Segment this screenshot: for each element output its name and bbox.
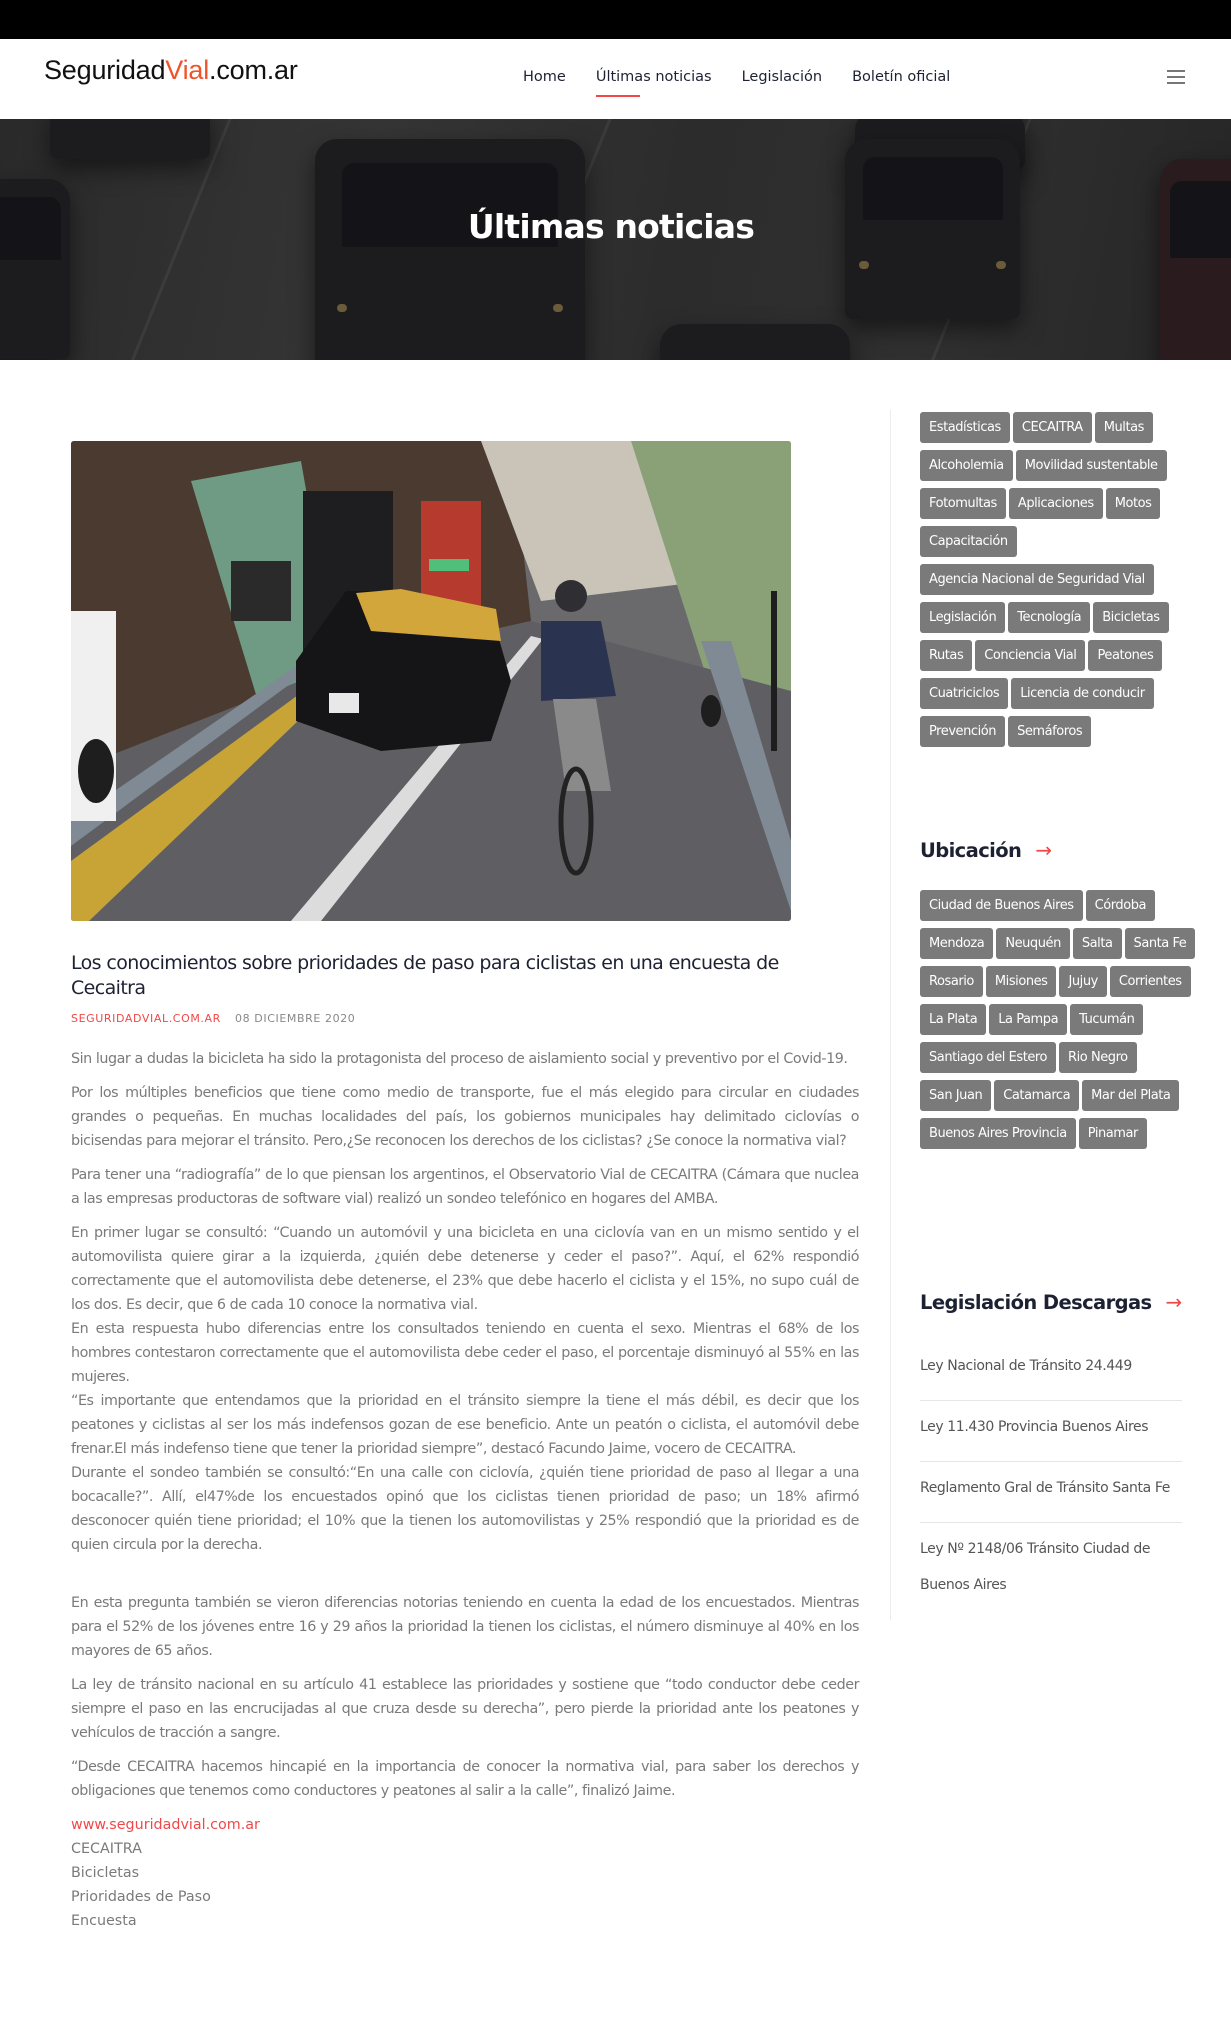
hero-title: Últimas noticias	[467, 207, 755, 246]
logo-text-vial: Vial	[165, 55, 210, 85]
location-title-text: Ubicación	[920, 838, 1022, 862]
location-tag-cloud	[920, 890, 1200, 1149]
hero-car-shape	[0, 179, 70, 359]
tag-movilidad-sustentable[interactable]: Movilidad sustentable	[1016, 450, 1167, 481]
sidebar	[890, 410, 1231, 1620]
hero-car-shape	[50, 119, 210, 159]
tag-location[interactable]: Pinamar	[1079, 1118, 1147, 1149]
nav-ultimas-noticias[interactable]: Últimas noticias	[596, 69, 712, 93]
article-title[interactable]: Los conocimientos sobre prioridades de paso para ciclistas en una encuesta de Cecaitra	[71, 952, 779, 999]
article-paragraph: Por los múltiples beneficios que tiene como medio de transporte, fue el más elegido para circular en ciudades grandes o pequeñas. En muchas localidades del país, los gobiernos municipales hay delimitado ciclovías o bicisendas para mejorar el tránsito. Pero,¿Se reconocen los derechos de los ciclistas? ¿Se conoce la normativa vial?	[71, 1085, 859, 1149]
tag-prevencion[interactable]: Prevención	[920, 716, 1005, 747]
tag-location[interactable]: Jujuy	[1059, 966, 1106, 997]
location-widget-title	[920, 838, 1052, 862]
page-hero-banner	[0, 119, 1231, 360]
tag-location[interactable]: Neuquén	[996, 928, 1070, 959]
article-tag-bicicletas: Bicicletas	[71, 1865, 140, 1881]
tag-alcoholemia[interactable]: Alcoholemia	[920, 450, 1013, 481]
hero-car-shape	[1160, 159, 1231, 360]
tag-location[interactable]: Mar del Plata	[1082, 1080, 1179, 1111]
download-link[interactable]: Ley Nº 2148/06 Tránsito Ciudad de Buenos Aires	[920, 1541, 1151, 1593]
category-tag-cloud	[920, 412, 1200, 747]
source-link[interactable]: www.seguridadvial.com.ar	[71, 1817, 260, 1833]
arrow-right-icon[interactable]: →	[1165, 1290, 1182, 1314]
tag-location[interactable]: Mendoza	[920, 928, 993, 959]
article-body	[71, 1047, 859, 1933]
tag-location[interactable]: Salta	[1073, 928, 1122, 959]
hamburger-bar	[1167, 70, 1185, 72]
tag-location[interactable]: Rio Negro	[1059, 1042, 1137, 1073]
article-paragraph: Durante el sondeo también se consultó:“En una calle con ciclovía, ¿quién tiene prioridad de paso al llegar a una bocacalle?”. Allí, el47%de los encuestados opinó que los ciclistas tienen prioridad de paso; un 18% afirmó desconocer quién tiene prioridad; el 10% que la tienen los automovilistas y 25% respondió que la prioridad es de quien circula por la derecha.	[71, 1465, 859, 1553]
tag-location[interactable]: Santiago del Estero	[920, 1042, 1056, 1073]
tag-multas[interactable]: Multas	[1095, 412, 1153, 443]
tag-aplicaciones[interactable]: Aplicaciones	[1009, 488, 1103, 519]
download-link[interactable]: Reglamento Gral de Tránsito Santa Fe	[920, 1462, 1182, 1523]
article-paragraph: “Es importante que entendamos que la prioridad en el tránsito siempre la tiene el más débil, es decir que los peatones y ciclistas al ser los más indefensos gozan de ese beneficio. Ante un peatón o ciclista, el automóvil debe frenar.El más indefenso tiene que tener la prioridad siempre”, destacó Facundo Jaime, vocero de CECAITRA.	[71, 1393, 859, 1457]
download-link[interactable]: Ley 11.430 Provincia Buenos Aires	[920, 1401, 1182, 1462]
tag-location[interactable]: Catamarca	[994, 1080, 1079, 1111]
article-meta	[71, 1012, 355, 1025]
tag-cuatriciclos[interactable]: Cuatriciclos	[920, 678, 1008, 709]
article-date: 08 DICIEMBRE 2020	[235, 1012, 356, 1025]
tag-legislacion[interactable]: Legislación	[920, 602, 1005, 633]
tag-location[interactable]: Misiones	[986, 966, 1057, 997]
article-paragraph: “Desde CECAITRA hacemos hincapié en la importancia de conocer la normativa vial, para saber los derechos y obligaciones que tenemos como conductores y peatones al salir a la calle”, finalizó Jaime.	[71, 1759, 859, 1799]
article-paragraph: Sin lugar a dudas la bicicleta ha sido la protagonista del proceso de aislamiento social y preventivo por el Covid-19.	[71, 1051, 848, 1067]
tag-location[interactable]: Santa Fe	[1125, 928, 1196, 959]
tag-location[interactable]: San Juan	[920, 1080, 991, 1111]
nav-boletin-oficial[interactable]: Boletín oficial	[852, 69, 951, 85]
tag-semaforos[interactable]: Semáforos	[1008, 716, 1091, 747]
tag-conciencia-vial[interactable]: Conciencia Vial	[975, 640, 1085, 671]
street-photo-illustration	[71, 441, 791, 921]
article-tag-prioridades: Prioridades de Paso	[71, 1889, 211, 1905]
logo-text-seguridad: Seguridad	[44, 55, 166, 85]
tag-cecaitra[interactable]: CECAITRA	[1013, 412, 1092, 443]
hamburger-bar	[1167, 76, 1185, 78]
nav-home[interactable]: Home	[523, 69, 566, 85]
downloads-list	[920, 1340, 1182, 1619]
tag-capacitacion[interactable]: Capacitación	[920, 526, 1017, 557]
site-header	[0, 39, 1231, 119]
tag-licencia[interactable]: Licencia de conducir	[1011, 678, 1153, 709]
article-paragraph: La ley de tránsito nacional en su artículo 41 establece las prioridades y sostiene que “todo conductor debe ceder siempre el paso en las encrucijadas al que cruza desde su derecha”, pero pierde la prioridad ante los peatones y vehículos de tracción a sangre.	[71, 1677, 859, 1741]
article-image[interactable]	[71, 441, 791, 921]
article-tag-cecaitra: CECAITRA	[71, 1841, 142, 1857]
article-author[interactable]: SEGURIDADVIAL.COM.AR	[71, 1012, 221, 1025]
hero-car-shape	[660, 324, 850, 360]
tag-location[interactable]: Buenos Aires Provincia	[920, 1118, 1076, 1149]
nav-legislacion[interactable]: Legislación	[741, 69, 823, 85]
article-tag-encuesta: Encuesta	[71, 1913, 137, 1929]
tag-agencia-nacional[interactable]: Agencia Nacional de Seguridad Vial	[920, 564, 1154, 595]
arrow-right-icon[interactable]: →	[1035, 838, 1052, 862]
tag-tecnologia[interactable]: Tecnología	[1008, 602, 1090, 633]
logo-text-domain: .com.ar	[209, 55, 298, 85]
downloads-title-text: Legislación Descargas	[920, 1290, 1152, 1314]
article-paragraph: En esta respuesta hubo diferencias entre los consultados teniendo en cuenta el sexo. Mientras el 68% de los hombres contestaron correctamente que el automovilista debe ceder el paso, el porcentaje disminuyó al 55% en las mujeres.	[71, 1321, 859, 1385]
tag-peatones[interactable]: Peatones	[1088, 640, 1162, 671]
tag-fotomultas[interactable]: Fotomultas	[920, 488, 1006, 519]
hero-van-shape	[315, 139, 585, 360]
article-paragraph: En primer lugar se consultó: “Cuando un automóvil y una bicicleta en una ciclovía van en un mismo sentido y el automovilista quiere girar a la izquierda, ¿quién debe detenerse y ceder el paso?”. Aquí, el 62% respondió correctamente que el automovilista debe detenerse, el 23% que debe hacerlo el ciclista y el 15%, no supo cuál de los dos. Es decir, que 6 de cada 10 conoce la normativa vial.	[71, 1225, 859, 1313]
tag-rutas[interactable]: Rutas	[920, 640, 972, 671]
downloads-widget-title	[920, 1290, 1182, 1314]
tag-location[interactable]: Ciudad de Buenos Aires	[920, 890, 1083, 921]
download-link[interactable]: Ley Nacional de Tránsito 24.449	[920, 1340, 1182, 1401]
tag-location[interactable]: Rosario	[920, 966, 983, 997]
tag-location[interactable]: La Plata	[920, 1004, 986, 1035]
hamburger-bar	[1167, 82, 1185, 84]
main-nav	[523, 69, 980, 93]
tag-location[interactable]: La Pampa	[989, 1004, 1067, 1035]
article-paragraph: En esta pregunta también se vieron diferencias notorias teniendo en cuenta la edad de los encuestados. Mientras para el 52% de los jóvenes entre 16 y 29 años la prioridad la tienen los ciclistas, el número disminuye al 40% en los mayores de 65 años.	[71, 1595, 859, 1659]
site-logo[interactable]	[44, 55, 298, 86]
hamburger-menu-icon[interactable]	[1167, 70, 1185, 84]
tag-estadisticas[interactable]: Estadísticas	[920, 412, 1010, 443]
tag-location[interactable]: Tucumán	[1070, 1004, 1143, 1035]
tag-location[interactable]: Corrientes	[1110, 966, 1191, 997]
tag-bicicletas[interactable]: Bicicletas	[1093, 602, 1168, 633]
top-black-bar	[0, 0, 1231, 39]
tag-motos[interactable]: Motos	[1106, 488, 1161, 519]
tag-location[interactable]: Córdoba	[1086, 890, 1155, 921]
article-paragraph: Para tener una “radiografía” de lo que piensan los argentinos, el Observatorio Vial de CECAITRA (Cámara que nuclea a las empresas productoras de software vial) realizó un sondeo telefónico en hogares del AMBA.	[71, 1167, 859, 1207]
